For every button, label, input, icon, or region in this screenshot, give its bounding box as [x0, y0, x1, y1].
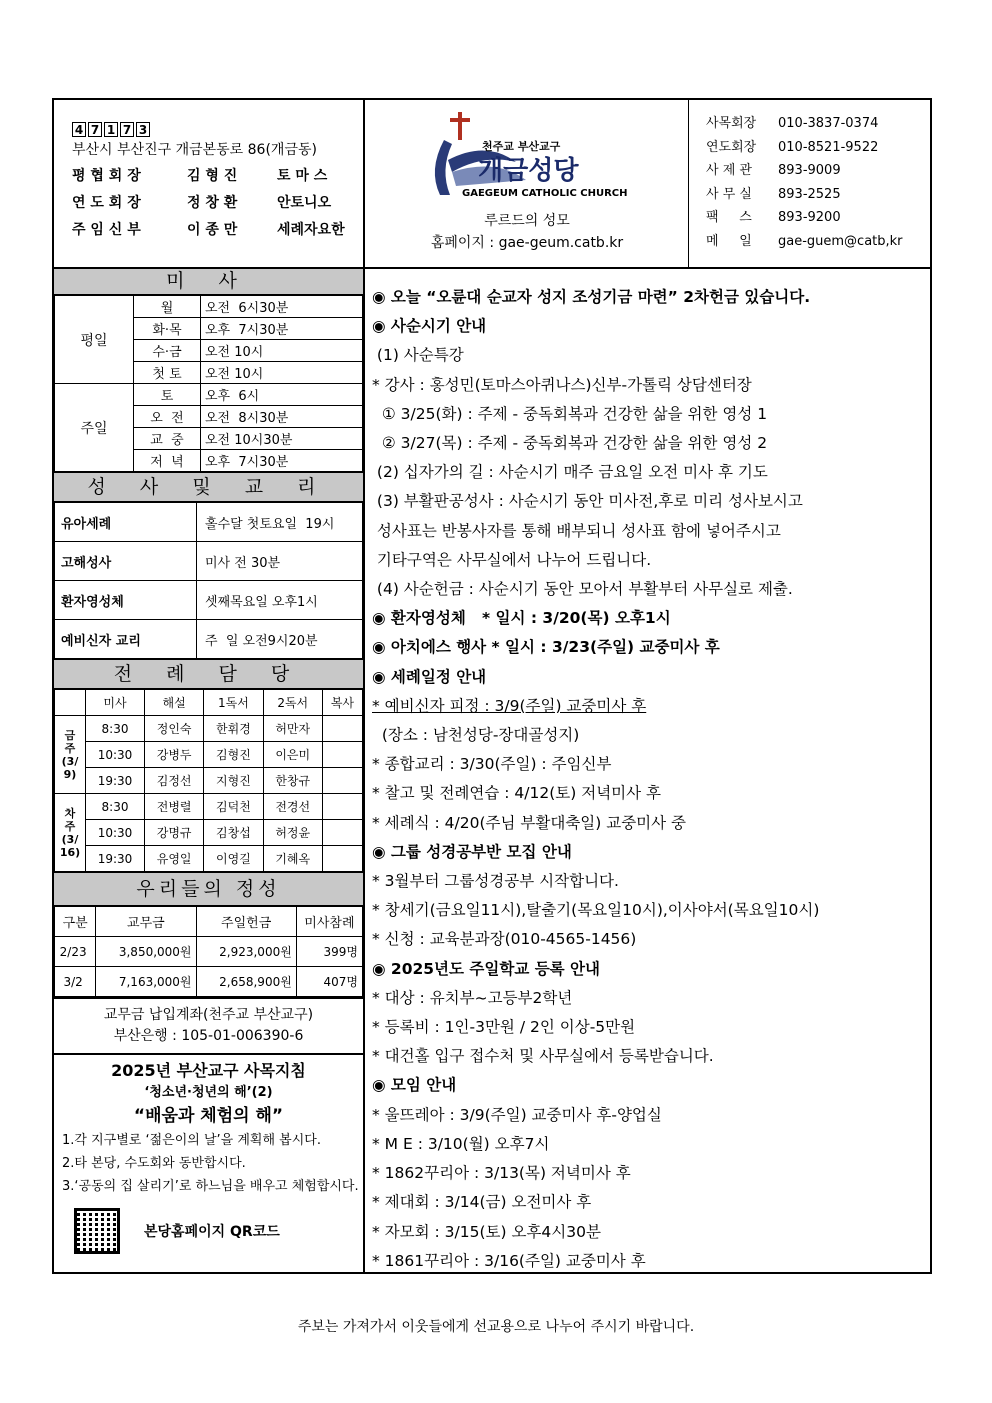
zip-digit: 1: [104, 122, 118, 137]
notice-line: (4) 사순헌금 : 사순시기 동안 모아서 부활부터 사무실로 제출.: [372, 580, 793, 599]
offering-cell: 407명: [296, 967, 362, 997]
qr-label: 본당홈페이지 QR코드: [144, 1224, 280, 1240]
liturgy-cell: 이은미: [263, 742, 322, 768]
officer-row: [72, 217, 345, 244]
liturgy-header: 미사: [86, 690, 145, 716]
contact-value: 010-3837-0374: [778, 116, 879, 131]
address: 부산시 부산진구 개금본동로 86(개금동): [72, 142, 317, 158]
liturgy-cell: 유영일: [144, 846, 203, 872]
offering-title: 우리들의 정성: [54, 872, 363, 906]
officer-name: 정 창 환: [187, 195, 238, 211]
notice-line: * 제대회 : 3/14(금) 오전미사 후: [372, 1193, 592, 1212]
contact-key: 연도회장: [706, 139, 757, 155]
mass-time: 오전 8시30분: [201, 406, 363, 428]
account-line2: 부산은행 : 105-01-006390-6: [113, 1028, 304, 1044]
officers: [72, 163, 345, 244]
liturgy-row: [55, 820, 363, 846]
mass-table: [54, 295, 363, 472]
officer-baptism: 세례자요한: [277, 222, 345, 238]
sacrament-key: 환자영성체: [55, 581, 197, 620]
offering-cell: 399명: [296, 937, 362, 967]
notice-line: * 대건홀 입구 접수처 및 사무실에서 등록받습니다.: [372, 1047, 714, 1066]
liturgy-cell: 한휘경: [204, 716, 263, 742]
contact-key: 사 제 관: [706, 163, 752, 178]
mass-group-label: 주일: [55, 384, 134, 472]
sacrament-row: [55, 542, 363, 581]
sacrament-title: 성 사 및 교 리: [54, 472, 363, 502]
account-line1: 교무금 납입계좌(천주교 부산교구): [103, 1007, 314, 1023]
zip-digit: 3: [136, 122, 150, 137]
sacrament-value: 미사 전 30분: [197, 542, 363, 581]
liturgy-week-label: 금 주 (3/ 9): [55, 716, 86, 794]
notice-line: ◉ 모임 안내: [372, 1076, 457, 1095]
mass-time: 오후 7시30분: [201, 318, 363, 340]
liturgy-week-label: 차 주 (3/ 16): [55, 794, 86, 872]
sacrament-key: 유아세례: [55, 503, 197, 542]
mass-title: 미 사: [54, 269, 363, 295]
offering-cell: 2/23: [55, 937, 96, 967]
pastoral-title: 2025년 부산교구 사목지침: [111, 1061, 306, 1080]
notice-line: ◉ 세례일정 안내: [372, 667, 487, 686]
officer-baptism: 안토니오: [277, 195, 332, 211]
notice-line: * 종합교리 : 3/30(주일) : 주임신부: [372, 755, 612, 774]
notice-line: * 찰고 및 전례연습 : 4/12(토) 저녁미사 후: [372, 784, 662, 803]
mass-day: 화·목: [134, 318, 201, 340]
mass-day: 저 녁: [134, 450, 201, 472]
liturgy-header-blank: [55, 690, 86, 716]
officer-name: 김 형 진: [187, 168, 238, 184]
zip-digit: 7: [120, 122, 134, 137]
notice-line: * 신청 : 교육분과장(010-4565-1456): [372, 930, 637, 949]
contacts: [706, 112, 903, 253]
offering-header: 미사참례: [296, 907, 362, 937]
pastoral-box: [54, 1055, 363, 1254]
left-column: [54, 269, 363, 1254]
mass-row: [55, 296, 363, 318]
footer-note: 주보는 가져가서 이웃들에게 선교용으로 나누어 주시기 바랍니다.: [297, 1319, 695, 1335]
contact-value: 010-8521-9522: [778, 139, 879, 155]
liturgy-cell: 19:30: [86, 846, 145, 872]
sacrament-key: 예비신자 교리: [55, 620, 197, 659]
offering-cell: 3,850,000원: [96, 937, 196, 967]
mass-row: [55, 384, 363, 406]
notice-line: * M E : 3/10(월) 오후7시: [372, 1134, 550, 1153]
liturgy-cell: 10:30: [86, 820, 145, 846]
zip-digit: 7: [88, 122, 102, 137]
contact-row: [706, 112, 903, 136]
liturgy-cell: 기혜옥: [263, 846, 322, 872]
logo-church-name: 개금성당: [478, 156, 579, 186]
notice-line: ① 3/25(화) : 주제 - 중독회복과 건강한 삶을 위한 영성 1: [372, 404, 768, 423]
offering-cell: 3/2: [55, 967, 96, 997]
contact-value: gae-guem@catb,kr: [778, 233, 903, 249]
mass-time: 오후 7시30분: [201, 450, 363, 472]
liturgy-cell: 강명규: [144, 820, 203, 846]
liturgy-cell: 8:30: [86, 794, 145, 820]
liturgy-cell: 김창섭: [204, 820, 263, 846]
notice-line: ◉ 오늘 “오륜대 순교자 성지 조성기금 마련” 2차헌금 있습니다.: [372, 288, 811, 306]
offering-table: [54, 906, 363, 997]
officer-row: [72, 163, 345, 190]
mass-time: 오전 10시30분: [201, 428, 363, 450]
qr-code-icon[interactable]: [74, 1208, 120, 1254]
liturgy-cell: [322, 768, 362, 794]
notice-line: 기타구역은 사무실에서 나누어 드립니다.: [372, 550, 652, 569]
mass-day: 토: [134, 384, 201, 406]
mass-day: 교 중: [134, 428, 201, 450]
liturgy-cell: 허만자: [263, 716, 322, 742]
liturgy-row: [55, 794, 363, 820]
pastoral-theme: “배움과 체험의 해”: [133, 1106, 284, 1126]
liturgy-cell: [322, 820, 362, 846]
liturgy-cell: 한창규: [263, 768, 322, 794]
liturgy-cell: 허정윤: [263, 820, 322, 846]
contact-key: 팩 스: [706, 210, 752, 225]
liturgy-cell: [322, 846, 362, 872]
notices: [372, 283, 819, 1276]
liturgy-title: 전 례 담 당: [54, 659, 363, 689]
mass-time: 오전 10시: [201, 340, 363, 362]
liturgy-header: 2독서: [263, 690, 322, 716]
offering-cell: 2,923,000원: [196, 937, 296, 967]
officer-name: 이 종 만: [187, 222, 238, 238]
sacrament-value: 주 일 오전9시20분: [197, 620, 363, 659]
liturgy-cell: 정인숙: [144, 716, 203, 742]
sacrament-value: 홀수달 첫토요일 19시: [197, 503, 363, 542]
mass-group-label: 평일: [55, 296, 134, 384]
notice-line: * 창세기(금요일11시),탈출기(목요일10시),이사야서(목요일10시): [372, 901, 820, 920]
notice-line: ◉ 환자영성체 * 일시 : 3/20(목) 오후1시: [372, 609, 671, 628]
mass-time: 오후 6시: [201, 384, 363, 406]
liturgy-cell: 지형진: [204, 768, 263, 794]
mass-day: 오 전: [134, 406, 201, 428]
offering-cell: 2,658,900원: [196, 967, 296, 997]
liturgy-cell: 김정선: [144, 768, 203, 794]
contact-key: 메 일: [706, 233, 752, 249]
officer-role: 주 임 신 부: [72, 222, 141, 238]
liturgy-header: 1독서: [204, 690, 263, 716]
header-center: [366, 100, 688, 267]
officer-role: 연 도 회 장: [72, 195, 141, 211]
mass-day: 월: [134, 296, 201, 318]
patron: 루르드의 성모: [484, 213, 570, 229]
pastoral-item: 2.타 본당, 수도회와 동반합시다.: [62, 1156, 246, 1171]
contact-row: [706, 159, 903, 183]
notice-line: ◉ 그룹 성경공부반 모집 안내: [372, 842, 572, 861]
notice-line: * 강사 : 홍성민(토마스아퀴나스)신부-가톨릭 상담센터장: [372, 375, 752, 394]
pastoral-items: [54, 1129, 363, 1198]
contact-row: [706, 230, 903, 254]
header-divider: [688, 100, 689, 268]
liturgy-cell: 8:30: [86, 716, 145, 742]
notice-line: ② 3/27(목) : 주제 - 중독회복과 건강한 삶을 위한 영성 2: [372, 434, 768, 453]
liturgy-header: 복사: [322, 690, 362, 716]
liturgy-row: [55, 742, 363, 768]
liturgy-cell: [322, 716, 362, 742]
offering-row: [55, 967, 363, 997]
pastoral-sub: ‘청소년·청년의 해’(2): [144, 1085, 273, 1100]
sacrament-row: [55, 581, 363, 620]
offering-cell: 7,163,000원: [96, 967, 196, 997]
notice-line: 성사표는 반봉사자를 통해 배부되니 성사표 함에 넣어주시고: [372, 521, 781, 540]
liturgy-row: [55, 768, 363, 794]
sacrament-key: 고해성사: [55, 542, 197, 581]
contact-key: 사 무 실: [706, 186, 752, 202]
pastoral-item: 1.각 지구별로 ‘젊은이의 날’을 계획해 봅시다.: [62, 1133, 321, 1148]
homepage: 홈페이지 : gae-geum.catb.kr: [430, 235, 624, 251]
notice-line: (3) 부활판공성사 : 사순시기 동안 미사전,후로 미리 성사보시고: [372, 492, 803, 511]
contact-value: 893-2525: [778, 186, 841, 202]
bulletin-frame: [52, 98, 932, 1274]
notice-line: (1) 사순특강: [372, 346, 464, 365]
notice-line: (장소 : 남천성당-장대골성지): [372, 726, 580, 745]
contact-value: 893-9200: [778, 210, 841, 225]
contact-value: 893-9009: [778, 163, 841, 178]
liturgy-row: [55, 846, 363, 872]
officer-row: [72, 190, 345, 217]
notice-line: * 자모회 : 3/15(토) 오후4시30분: [372, 1222, 601, 1241]
notice-line: * 1861꾸리아 : 3/16(주일) 교중미사 후: [372, 1251, 646, 1270]
mass-time: 오전 10시: [201, 362, 363, 384]
liturgy-cell: 19:30: [86, 768, 145, 794]
offering-row: [55, 937, 363, 967]
liturgy-header-row: [55, 690, 363, 716]
notice-line: * 세례식 : 4/20(주님 부활대축일) 교중미사 중: [372, 813, 687, 832]
notice-line: * 3월부터 그룹성경공부 시작합니다.: [372, 872, 619, 891]
notice-line: * 대상 : 유치부~고등부2학년: [372, 988, 573, 1007]
liturgy-cell: 이영길: [204, 846, 263, 872]
logo-english: GAEGEUM CATHOLIC CHURCH: [462, 188, 628, 199]
liturgy-cell: [322, 742, 362, 768]
notice-line: (2) 십자가의 길 : 사순시기 매주 금요일 오전 미사 후 기도: [372, 463, 768, 482]
notice-line: * 등록비 : 1인-3만원 / 2인 이상-5만원: [372, 1018, 636, 1037]
notice-line: * 1862꾸리아 : 3/13(목) 저녁미사 후: [372, 1164, 631, 1183]
account-box: [54, 997, 363, 1055]
liturgy-cell: 전병렬: [144, 794, 203, 820]
liturgy-cell: 10:30: [86, 742, 145, 768]
offering-header: 교무금: [96, 907, 196, 937]
notice-line: ◉ 사순시기 안내: [372, 317, 487, 336]
liturgy-cell: [322, 794, 362, 820]
sacrament-row: [55, 620, 363, 659]
zipcode: [72, 122, 345, 137]
liturgy-cell: 김덕천: [204, 794, 263, 820]
header-left: [72, 122, 345, 244]
liturgy-row: [55, 716, 363, 742]
contact-row: [706, 136, 903, 160]
offering-header: 주일헌금: [196, 907, 296, 937]
liturgy-cell: 전경선: [263, 794, 322, 820]
liturgy-table: [54, 689, 363, 872]
notice-line: * 예비신자 피정 : 3/9(주일) 교중미사 후: [372, 696, 647, 715]
sacrament-row: [55, 503, 363, 542]
qr-row: [54, 1198, 363, 1254]
contact-key: 사목회장: [706, 116, 757, 131]
liturgy-cell: 강병두: [144, 742, 203, 768]
zip-digit: 4: [72, 122, 86, 137]
mass-day: 첫 토: [134, 362, 201, 384]
officer-baptism: 토 마 스: [277, 168, 328, 184]
offering-header: 구분: [55, 907, 96, 937]
sacrament-value: 셋째목요일 오후1시: [197, 581, 363, 620]
column-divider: [363, 100, 365, 1272]
notice-line: ◉ 2025년도 주일학교 등록 안내: [372, 959, 600, 978]
mass-day: 수·금: [134, 340, 201, 362]
pastoral-item: 3.‘공동의 집 살리기’로 하느님을 배우고 체험합시다.: [62, 1179, 359, 1194]
mass-time: 오전 6시30분: [201, 296, 363, 318]
liturgy-cell: 김형진: [204, 742, 263, 768]
officer-role: 평 협 회 장: [72, 168, 141, 184]
logo-diocese: 천주교 부산교구: [482, 140, 561, 153]
sacrament-table: [54, 502, 363, 659]
contact-row: [706, 206, 903, 230]
notice-line: ◉ 아치에스 행사 * 일시 : 3/23(주일) 교중미사 후: [372, 638, 720, 657]
contact-row: [706, 183, 903, 207]
offering-header-row: [55, 907, 363, 937]
notice-line: * 울뜨레아 : 3/9(주일) 교중미사 후-양업실: [372, 1105, 662, 1124]
liturgy-header: 해설: [144, 690, 203, 716]
